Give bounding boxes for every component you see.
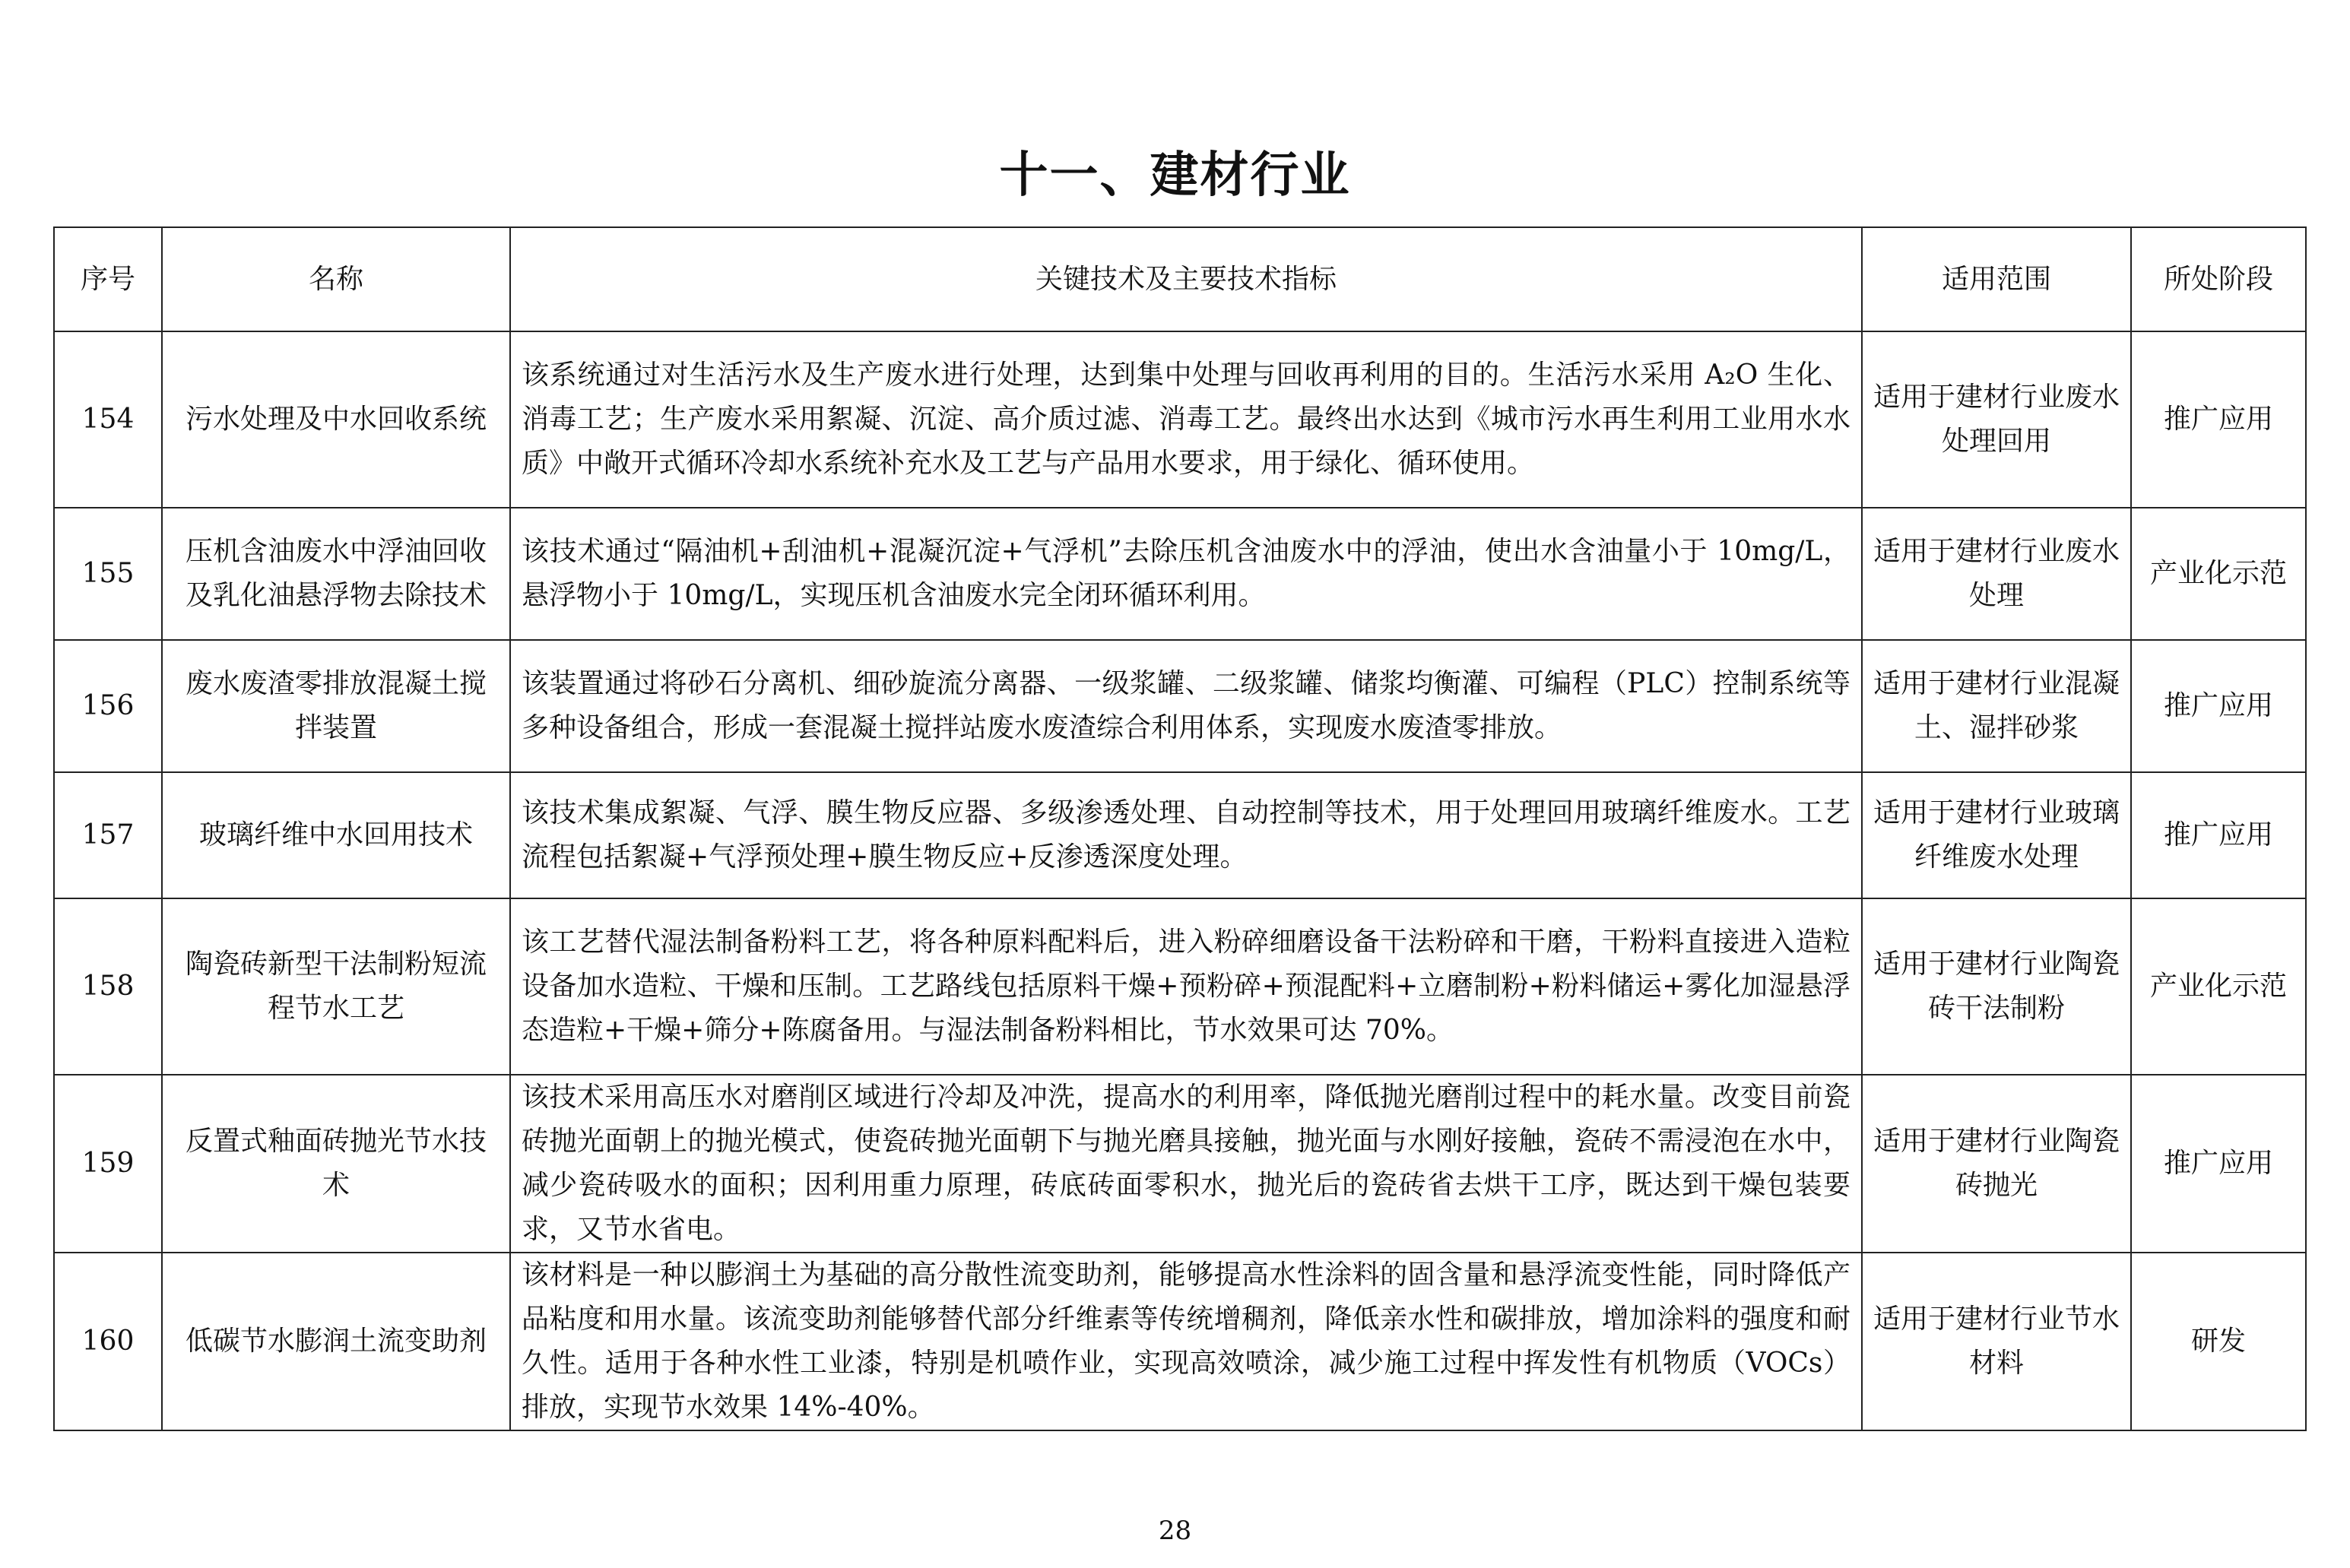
header-name: 名称 xyxy=(162,227,510,331)
row-name: 反置式釉面砖抛光节水技术 xyxy=(162,1075,510,1253)
row-stage: 产业化示范 xyxy=(2131,898,2306,1075)
row-serial-number: 159 xyxy=(54,1075,162,1253)
header-scope: 适用范围 xyxy=(1862,227,2131,331)
row-description: 该工艺替代湿法制备粉料工艺，将各种原料配料后，进入粉碎细磨设备干法粉碎和干磨，干粉料直接进入造粒设备加水造粒、干燥和压制。工艺路线包括原料干燥+预粉碎+预混配料+立磨制粉+粉料储运+雾化加湿悬浮态造粒+干燥+筛分+陈腐备用。与湿法制备粉料相比，节水效果可达 70%。 xyxy=(510,898,1862,1075)
row-description: 该材料是一种以膨润土为基础的高分散性流变助剂，能够提高水性涂料的固含量和悬浮流变性能，同时降低产品粘度和用水量。该流变助剂能够替代部分纤维素等传统增稠剂，降低亲水性和碳排放，增加涂料的强度和耐久性。适用于各种水性工业漆，特别是机喷作业，实现高效喷涂，减少施工过程中挥发性有机物质（VOCs）排放，实现节水效果 14%-40%。 xyxy=(510,1253,1862,1430)
row-stage: 推广应用 xyxy=(2131,331,2306,508)
header-serial-number: 序号 xyxy=(54,227,162,331)
table-header-row xyxy=(54,227,2306,331)
row-scope: 适用于建材行业陶瓷砖抛光 xyxy=(1862,1075,2131,1253)
row-name: 玻璃纤维中水回用技术 xyxy=(162,772,510,898)
row-description: 该技术集成絮凝、气浮、膜生物反应器、多级渗透处理、自动控制等技术，用于处理回用玻璃纤维废水。工艺流程包括絮凝+气浮预处理+膜生物反应+反渗透深度处理。 xyxy=(510,772,1862,898)
row-name: 废水废渣零排放混凝土搅拌装置 xyxy=(162,640,510,772)
row-stage: 推广应用 xyxy=(2131,772,2306,898)
row-scope: 适用于建材行业废水处理回用 xyxy=(1862,331,2131,508)
row-scope: 适用于建材行业废水处理 xyxy=(1862,508,2131,640)
row-serial-number: 158 xyxy=(54,898,162,1075)
row-description: 该装置通过将砂石分离机、细砂旋流分离器、一级浆罐、二级浆罐、储浆均衡灌、可编程（PLC）控制系统等多种设备组合，形成一套混凝土搅拌站废水废渣综合利用体系，实现废水废渣零排放。 xyxy=(510,640,1862,772)
table-row xyxy=(54,1253,2306,1430)
row-stage: 研发 xyxy=(2131,1253,2306,1430)
row-serial-number: 155 xyxy=(54,508,162,640)
row-scope: 适用于建材行业混凝土、湿拌砂浆 xyxy=(1862,640,2131,772)
row-scope: 适用于建材行业玻璃纤维废水处理 xyxy=(1862,772,2131,898)
technology-table xyxy=(53,226,2307,1431)
row-serial-number: 154 xyxy=(54,331,162,508)
page-title: 十一、建材行业 xyxy=(999,147,1351,204)
table-row xyxy=(54,898,2306,1075)
table-row xyxy=(54,1075,2306,1253)
table-row xyxy=(54,640,2306,772)
row-stage: 产业化示范 xyxy=(2131,508,2306,640)
table-row xyxy=(54,508,2306,640)
row-name: 污水处理及中水回收系统 xyxy=(162,331,510,508)
row-serial-number: 156 xyxy=(54,640,162,772)
table-row xyxy=(54,331,2306,508)
row-serial-number: 157 xyxy=(54,772,162,898)
table-row xyxy=(54,772,2306,898)
row-scope: 适用于建材行业节水材料 xyxy=(1862,1253,2131,1430)
row-description: 该技术通过“隔油机+刮油机+混凝沉淀+气浮机”去除压机含油废水中的浮油，使出水含油量小于 10mg/L，悬浮物小于 10mg/L，实现压机含油废水完全闭环循环利用。 xyxy=(510,508,1862,640)
row-description: 该技术采用高压水对磨削区域进行冷却及冲洗，提高水的利用率，降低抛光磨削过程中的耗水量。改变目前瓷砖抛光面朝上的抛光模式，使瓷砖抛光面朝下与抛光磨具接触，抛光面与水刚好接触，瓷砖不需浸泡在水中，减少瓷砖吸水的面积；因利用重力原理，砖底砖面零积水，抛光后的瓷砖省去烘干工序，既达到干燥包装要求，又节水省电。 xyxy=(510,1075,1862,1253)
row-name: 压机含油废水中浮油回收及乳化油悬浮物去除技术 xyxy=(162,508,510,640)
row-scope: 适用于建材行业陶瓷砖干法制粉 xyxy=(1862,898,2131,1075)
row-description: 该系统通过对生活污水及生产废水进行处理，达到集中处理与回收再利用的目的。生活污水采用 A₂O 生化、消毒工艺；生产废水采用絮凝、沉淀、高介质过滤、消毒工艺。最终出水达到《城市污水再生利用工业用水水质》中敞开式循环冷却水系统补充水及工艺与产品用水要求，用于绿化、循环使用。 xyxy=(510,331,1862,508)
row-name: 低碳节水膨润土流变助剂 xyxy=(162,1253,510,1430)
header-key-technology: 关键技术及主要技术指标 xyxy=(510,227,1862,331)
row-stage: 推广应用 xyxy=(2131,1075,2306,1253)
page-number: 28 xyxy=(1158,1516,1192,1546)
row-serial-number: 160 xyxy=(54,1253,162,1430)
header-stage: 所处阶段 xyxy=(2131,227,2306,331)
row-name: 陶瓷砖新型干法制粉短流程节水工艺 xyxy=(162,898,510,1075)
row-stage: 推广应用 xyxy=(2131,640,2306,772)
